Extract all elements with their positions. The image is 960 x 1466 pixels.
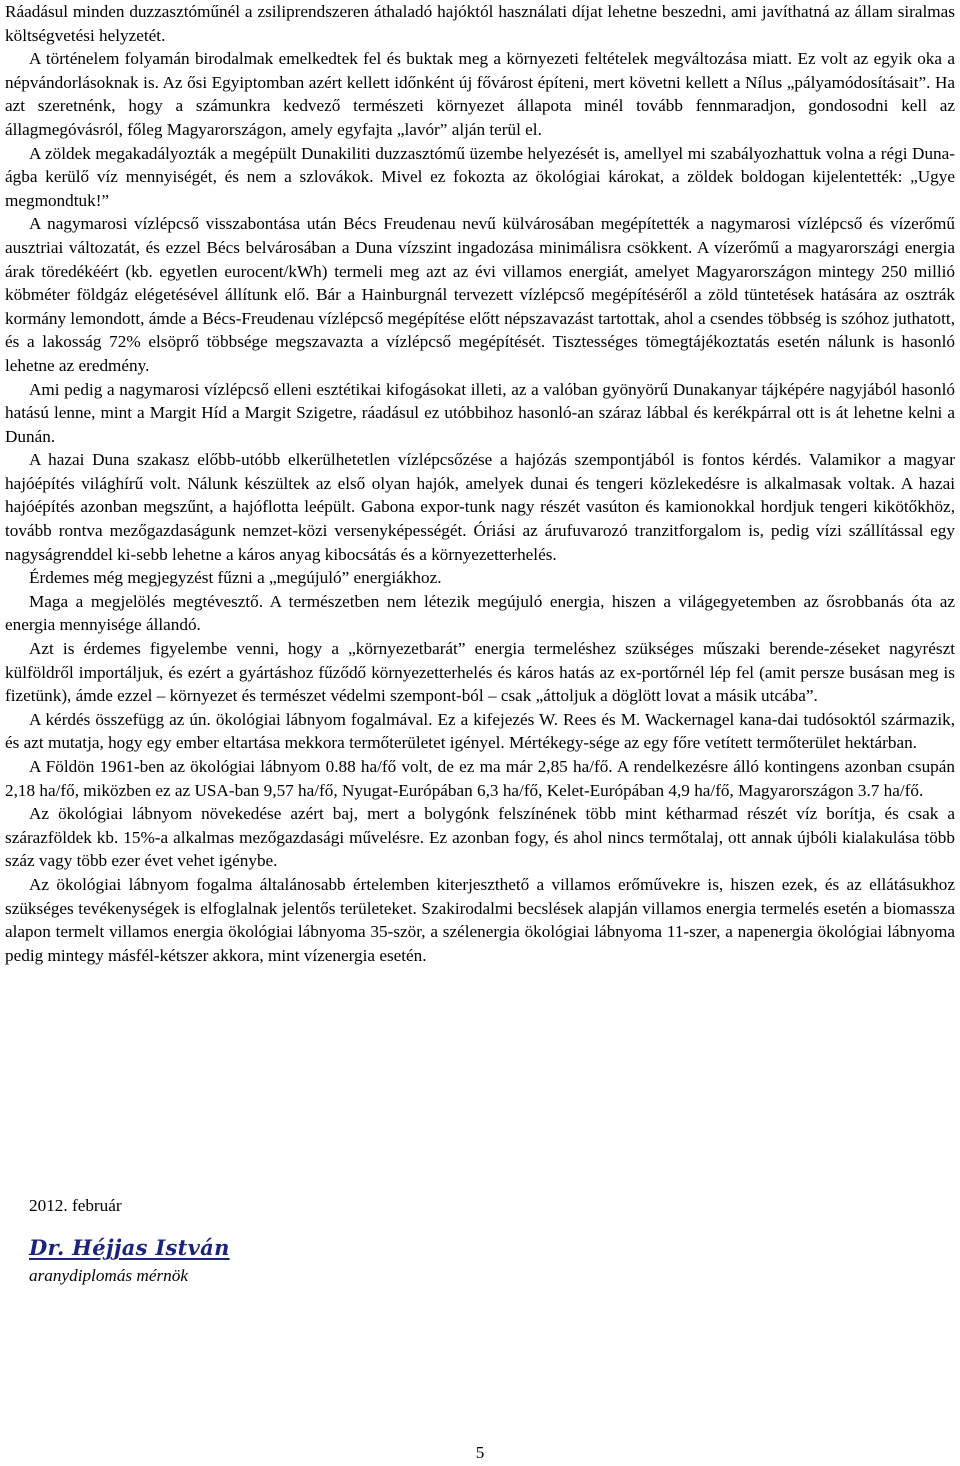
paragraph: Érdemes még megjegyzést fűzni a „megújuló” energiákhoz.	[29, 568, 442, 588]
date-line: 2012. február	[29, 1196, 122, 1215]
paragraph: Az ökológiai lábnyom fogalma általánosabb értelemben kiterjeszthető a villamos erőművekre is, hiszen ezek, és az ellátásukhoz szükséges tevékenységek is elfoglalnak jelentős területeket. Szakirodalmi becslések alapján villamos energia termelés esetén a biomassza alapon termelt villamos energia ökológiai lábnyoma 35-ször, a szélenergia ökológiai lábnyoma 11-szer, a napenergia ökológiai lábnyoma pedig mintegy másfél-kétszer akkora, mint vízenergia esetén.	[5, 874, 955, 965]
paragraph: Az ökológiai lábnyom növekedése azért baj, mert a bolygónk felszínének több mint kétharmad részét víz borítja, és csak a szárazföldek kb. 15%-a alkalmas mezőgazdasági művelésre. Ez azonban fogy, és ahol nincs termőtalaj, ott annak újbóli kialakulása több száz vagy több ezer évet vehet igénybe.	[5, 804, 955, 871]
paragraph: Ami pedig a nagymarosi vízlépcső elleni esztétikai kifogásokat illeti, az a valóban gyönyörű Dunakanyar tájképére nagyjából hasonló hatású lenne, mint a Margit Híd a Margit Szigetre, ráadásul ez utóbbihoz hasonló-an száraz lábbal és kerékpárral ott is át lehetne kelni a Dunán.	[5, 379, 955, 446]
paragraph: A Földön 1961-ben az ökológiai lábnyom 0.88 ha/fő volt, de ez ma már 2,85 ha/fő. A rendelkezésre álló kontingens azonban csupán 2,18 ha/fő, miközben ez az USA-ban 9,57 ha/fő, Nyugat-Európában 6,3 ha/fő, Kelet-Európában 4,9 ha/fő, Magyarországon 3.7 ha/fő.	[5, 757, 955, 800]
paragraph: Maga a megjelölés megtévesztő. A természetben nem létezik megújuló energia, hiszen a világegyetemben az ősrobbanás óta az energia mennyisége állandó.	[5, 591, 955, 635]
paragraph: A történelem folyamán birodalmak emelkedtek fel és buktak meg a környezeti feltételek megváltozása miatt. Ez volt az egyik oka a népvándorlásoknak is. Az ősi Egyiptomban azért kellett időnként új fővárost építeni, mert követni kellett a Nílus „pályamódosításait”. Ha azt szeretnénk, hogy a számunkra kedvező természeti környezet állapota minél tovább fennmaradjon, gondosodni kell az állagmegóvásról, főleg Magyarországon, amely egyfajta „lavór” alján terül el.	[5, 49, 955, 139]
paragraph: A hazai Duna szakasz előbb-utóbb elkerülhetetlen vízlépcsőzése a hajózás szempontjából is fontos kérdés. Valamikor a magyar hajóépítés világhírű volt. Nálunk készültek az első olyan hajók, amelyek dunai és tengeri közlekedésre is alkalmasak voltak. A hazai hajóépítés azonban megszűnt, a hajóflotta leépült. Gabona expor-tunk nagy részét vasúton és kamionokkal hordjuk tengeri kikötőkhöz, tovább rontva mezőgazdaságunk nemzet-közi versenyképességét. Óriási az árufuvarozó tranzitforgalom is, pedig vízi szállítással egy nagyságrenddel ki-sebb lehetne a káros anyag kibocsátás és a környezetterhelés.	[5, 450, 955, 564]
paragraph: Azt is érdemes figyelembe venni, hogy a „környezetbarát” energia termeléshez szükséges műszaki berende-zéseket nagyrészt külföldről importáljuk, és ezért a gyártáshoz fűződő környezetterhelés és káros hatás az ex-portőrnél lép fel (amit persze busásan meg is fizetünk), ámde ezzel – környezet és természet védelmi szempont-ból – csak „áttoljuk a döglött lovat a másik utcába”.	[5, 639, 955, 706]
paragraph: Ráadásul minden duzzasztóműnél a zsiliprendszeren áthaladó hajóktól használati díjat lehetne beszedni, ami javíthatná az állam siralmas költségvetési helyzetét.	[5, 2, 955, 45]
page-number: 5	[475, 1443, 485, 1462]
paragraph: A zöldek megakadályozták a megépült Dunakiliti duzzasztómű üzembe helyezését is, amellyel mi szabályozhattuk volna a régi Duna-ágba kerülő víz mennyiségét, és nem a szlovákok. Mivel ez fokozta az ökológiai károkat, a zöldek boldogan kijelentették: „Ugye megmondtuk!”	[5, 143, 955, 210]
paragraph: A nagymarosi vízlépcső visszabontása után Bécs Freudenau nevű külvárosában megépítették a nagymarosi vízlépcső és vízerőmű ausztriai változatát, és ezzel Bécs belvárosában a Duna vízszint ingadozása minimálisra csökkent. A vízerőmű a magyarországi energia árak töredékéért (kb. egyetlen eurocent/kWh) termeli meg azt az évi villamos energiát, amelyet Magyarországon mintegy 250 millió köbméter földgáz elégetésével állítunk elő. Bár a Hainburgnál tervezett vízlépcső megépítéséről a zöld tüntetések hatására az osztrák kormány lemondott, ámde a Bécs-Freudenau vízlépcső megépítése előtt népszavazást tartottak, ahol a csendes többség is szóhoz juthatott, és a lakosság 72% elsöprő többsége megszavazta a vízlépcső megépítését. Tisztességes tömegtájékoztatás esetén nálunk is hasonló lehetne az eredmény.	[5, 214, 955, 375]
article-body	[5, 0, 955, 967]
author-signature: Dr. Héjjas István	[29, 1235, 230, 1260]
paragraph: A kérdés összefügg az ún. ökológiai lábnyom fogalmával. Ez a kifejezés W. Rees és M. Wackernagel kana-dai tudósoktól származik, és azt mutatja, hogy egy ember eltartása mekkora termőterületet igényel. Mértékegy-sége az egy főre vetített termőterület hektárban.	[5, 709, 955, 753]
author-title: aranydiplomás mérnök	[29, 1266, 188, 1285]
